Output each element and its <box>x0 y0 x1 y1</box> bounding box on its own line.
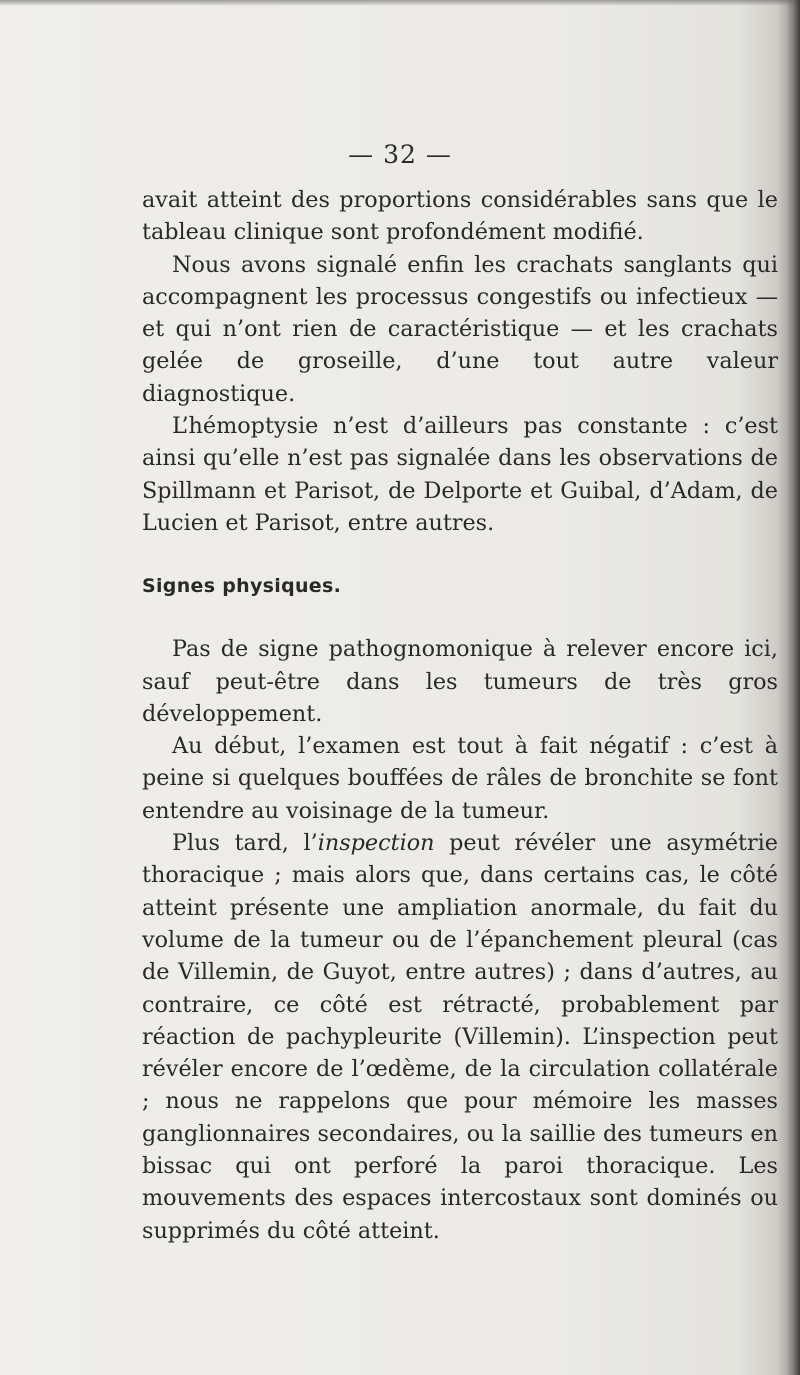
paragraph-crachats: Nous avons signalé enfin les crachats sanglants qui accompagnent les processus congestifs ou infectieux — et qui n’ont rien de caractéristique — et les crachats gelée de groseille, d’une tout autre valeur diagnostique. <box>142 251 778 407</box>
paragraph-inspection <box>142 827 778 1247</box>
paragraph-inspection-start: Plus tard, l’ <box>172 830 318 857</box>
section-heading: Signes physiques. <box>142 575 342 598</box>
paragraph-inspection-rest: peut révéler une asymétrie thoracique ; mais alors que, dans certains cas, le côté atteint présente une ampliation anormale, du fait du volume de la tumeur ou de l’épanchement pleural (cas de Villemin, de Guyot, entre autres) ; dans d’autres, au contraire, ce côté est rétracté, probablement par réaction de pachypleurite (Villemin). L’inspection peut révéler encore de l’œdème, de la circulation collatérale ; nous ne rappelons que pour mémoire les masses ganglionnaires secondaires, ou la saillie des tumeurs en bissac qui ont perforé la paroi thoracique. Les mouvements des espaces intercostaux sont dominés ou supprimés du côté atteint. <box>142 830 778 1244</box>
page-edge-shadow <box>786 0 800 1375</box>
paragraph-continuation: avait atteint des proportions considérables sans que le tableau clinique sont profondément modifié. <box>142 187 778 246</box>
emphasis-inspection: inspection <box>317 830 435 857</box>
page-number: — 32 — <box>348 140 452 169</box>
paragraph-hemoptysie: L’hémoptysie n’est d’ailleurs pas constante : c’est ainsi qu’elle n’est pas signalée dans les observations de Spillmann et Parisot, de Delporte et Guibal, d’Adam, de Lucien et Parisot, entre autres. <box>142 413 778 536</box>
top-shadow <box>0 0 800 6</box>
paragraph-signe: Pas de signe pathognomonique à relever encore ici, sauf peut-être dans les tumeurs de très gros développement. <box>142 636 778 727</box>
paragraph-debut: Au début, l’examen est tout à fait négatif : c’est à peine si quelques bouffées de râles de bronchite se font entendre au voisinage de la tumeur. <box>142 733 778 824</box>
body-text <box>142 184 778 1247</box>
